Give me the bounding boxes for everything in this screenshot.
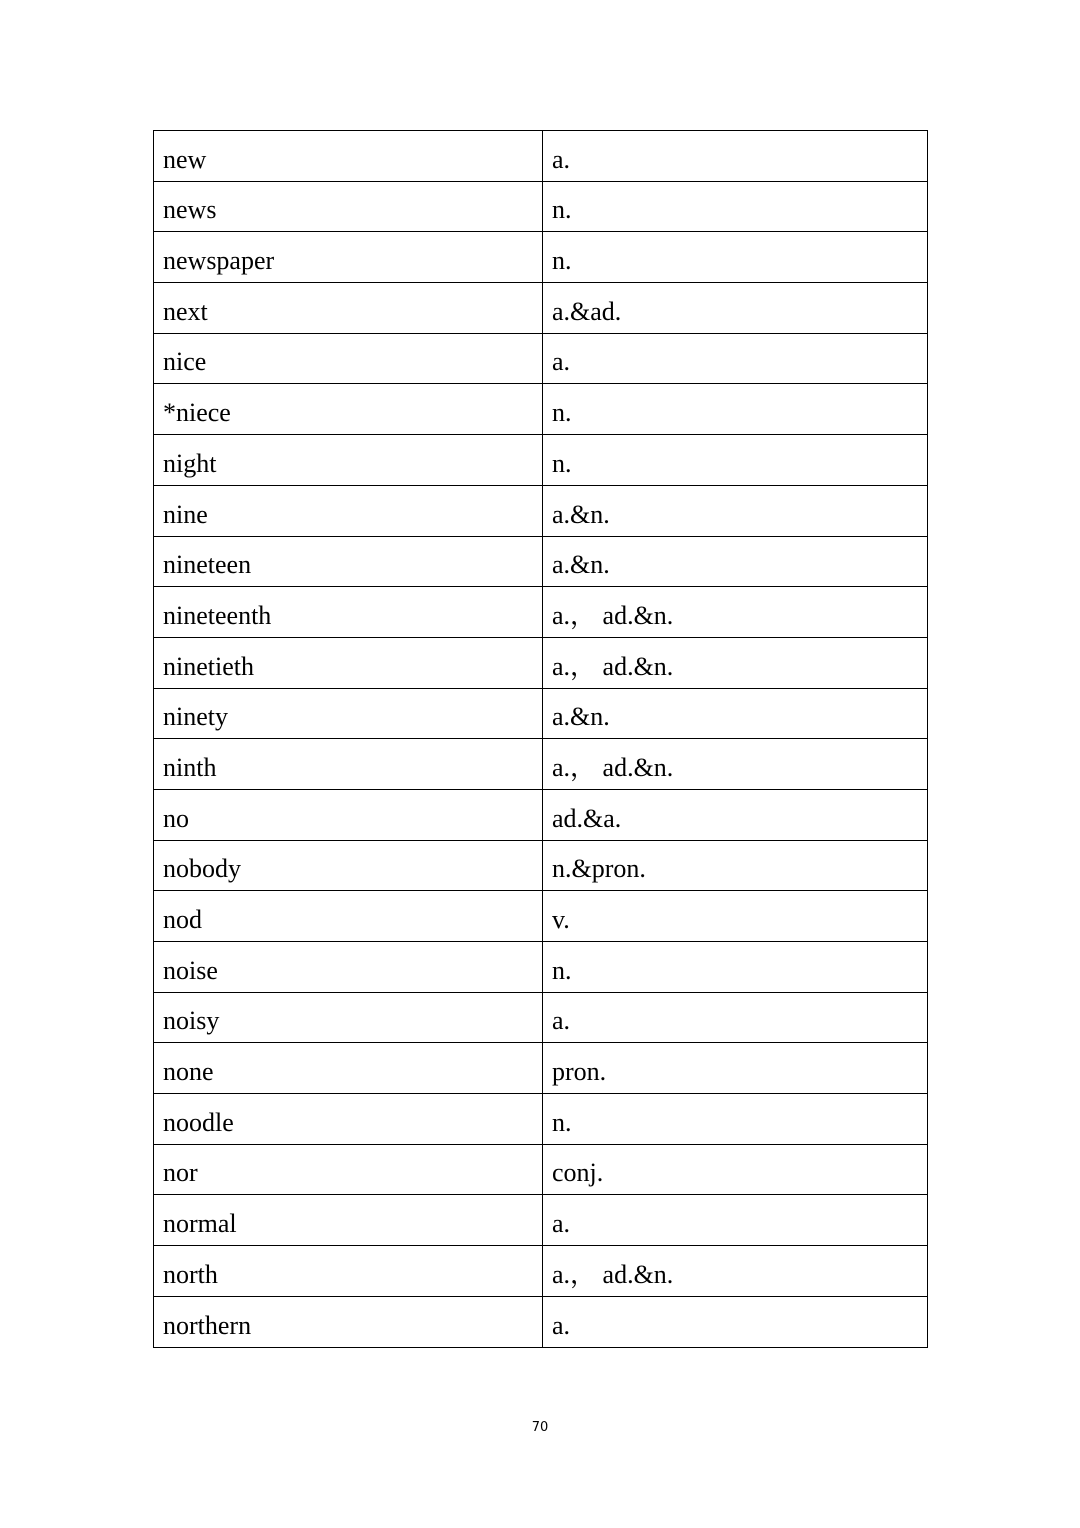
part-of-speech-cell: n. [543, 435, 928, 486]
part-of-speech-cell: conj. [543, 1144, 928, 1195]
word-cell: ninetieth [154, 637, 543, 688]
word-cell: newspaper [154, 232, 543, 283]
part-of-speech-cell: a.&n. [543, 536, 928, 587]
part-of-speech-cell: pron. [543, 1043, 928, 1094]
table-row [154, 637, 928, 688]
word-cell: nor [154, 1144, 543, 1195]
table-row [154, 688, 928, 739]
part-of-speech-cell: n. [543, 181, 928, 232]
word-cell: new [154, 131, 543, 182]
part-of-speech-cell: n. [543, 384, 928, 435]
word-cell: ninth [154, 739, 543, 790]
table-row [154, 1043, 928, 1094]
word-cell: noise [154, 942, 543, 993]
table-row [154, 435, 928, 486]
table-row [154, 1246, 928, 1297]
word-cell: nine [154, 485, 543, 536]
part-of-speech-cell: n. [543, 1094, 928, 1145]
word-cell: north [154, 1246, 543, 1297]
word-cell: noisy [154, 992, 543, 1043]
table-row [154, 789, 928, 840]
table-row [154, 840, 928, 891]
table-row [154, 485, 928, 536]
table-row [154, 1094, 928, 1145]
vocabulary-table [153, 130, 928, 1348]
word-cell: *niece [154, 384, 543, 435]
table-row [154, 891, 928, 942]
part-of-speech-cell: a. [543, 1195, 928, 1246]
part-of-speech-cell: a. [543, 131, 928, 182]
part-of-speech-cell: a.&n. [543, 485, 928, 536]
word-cell: normal [154, 1195, 543, 1246]
part-of-speech-cell: n. [543, 942, 928, 993]
word-cell: noodle [154, 1094, 543, 1145]
word-cell: night [154, 435, 543, 486]
part-of-speech-cell: n.&pron. [543, 840, 928, 891]
table-row [154, 333, 928, 384]
table-row [154, 739, 928, 790]
part-of-speech-cell: v. [543, 891, 928, 942]
word-cell: nineteenth [154, 587, 543, 638]
table-row [154, 536, 928, 587]
vocabulary-table-body [154, 131, 928, 1348]
part-of-speech-cell: a.， ad.&n. [543, 739, 928, 790]
table-row [154, 283, 928, 334]
word-cell: northern [154, 1296, 543, 1347]
part-of-speech-cell: n. [543, 232, 928, 283]
word-cell: nod [154, 891, 543, 942]
word-cell: ninety [154, 688, 543, 739]
word-cell: no [154, 789, 543, 840]
table-row [154, 1144, 928, 1195]
table-row [154, 992, 928, 1043]
table-row [154, 1195, 928, 1246]
word-cell: next [154, 283, 543, 334]
part-of-speech-cell: a. [543, 992, 928, 1043]
table-row [154, 942, 928, 993]
table-row [154, 587, 928, 638]
table-row [154, 1296, 928, 1347]
word-cell: news [154, 181, 543, 232]
part-of-speech-cell: a.， ad.&n. [543, 587, 928, 638]
word-cell: nice [154, 333, 543, 384]
word-cell: nineteen [154, 536, 543, 587]
table-row [154, 384, 928, 435]
part-of-speech-cell: a. [543, 1296, 928, 1347]
part-of-speech-cell: a.&n. [543, 688, 928, 739]
page-number: 70 [531, 1420, 549, 1435]
table-row [154, 131, 928, 182]
word-cell: none [154, 1043, 543, 1094]
part-of-speech-cell: a.， ad.&n. [543, 1246, 928, 1297]
part-of-speech-cell: a. [543, 333, 928, 384]
word-cell: nobody [154, 840, 543, 891]
part-of-speech-cell: ad.&a. [543, 789, 928, 840]
table-row [154, 232, 928, 283]
part-of-speech-cell: a.， ad.&n. [543, 637, 928, 688]
part-of-speech-cell: a.&ad. [543, 283, 928, 334]
table-row [154, 181, 928, 232]
